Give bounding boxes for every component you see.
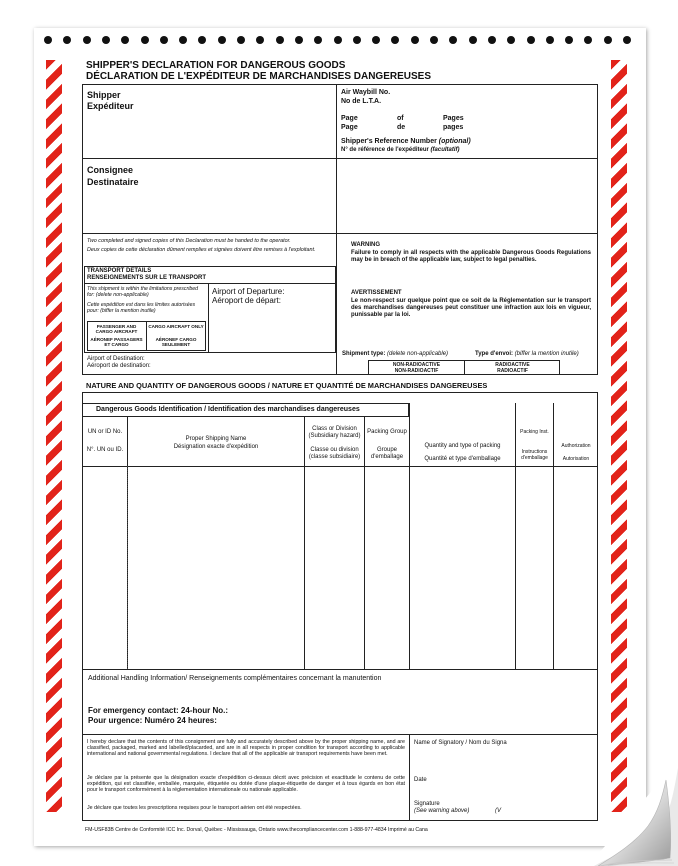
copies-note: Two completed and signed copies of this Declaration must be handed to the operator. — [87, 238, 291, 244]
transport-title-fr: RENSEIGNEMENTS SUR LE TRANSPORT — [87, 275, 207, 281]
shipment-type-label — [342, 351, 448, 358]
copies-note-fr: Deux copies de cette déclaration dûment remplies et signées doivent être remises à l'exploitant. — [87, 247, 316, 253]
pinfeed-hole — [604, 36, 612, 44]
ref-label-fr — [341, 147, 460, 154]
pinfeed-hole — [353, 36, 361, 44]
non-radioactive-option[interactable]: NON-RADIOACTIVE — [392, 362, 441, 368]
de-label: de — [397, 124, 406, 131]
col-qty-header: Quantity and type of packing — [424, 443, 501, 449]
shipment-type-note: (delete non-applicable) — [387, 351, 449, 357]
shipper-field[interactable] — [84, 114, 334, 156]
col-auth-header-fr: Autorisation — [562, 456, 590, 462]
destination-label: Airport of Destination: — [87, 356, 145, 362]
pinfeed-hole — [256, 36, 264, 44]
nature-quantity-title: NATURE AND QUANTITY OF DANGEROUS GOODS / NATURE ET QUANTITÉ DE MARCHANDISES DANGEREUSES — [86, 381, 488, 390]
of-label: of — [397, 115, 404, 122]
warning-title: WARNING — [351, 242, 380, 248]
pinfeed-hole — [276, 36, 284, 44]
warning-text-fr: Le non-respect sur quelque point que ce soit de la Réglementation sur le transport des marchandises dangereuses peut constituer une infraction aux lois en vigueur, punissable par la loi. — [351, 298, 591, 318]
title-fr: DÉCLARATION DE L'EXPÉDITEUR DE MARCHANDISES DANGEREUSES — [86, 71, 431, 82]
warning-text: Failure to comply in all respects with the applicable Dangerous Goods Regulations may be in breach of the applicable law, subject to legal penalties. — [351, 250, 591, 263]
ref-label-fr-text: N° de référence de l'expéditeur — [341, 147, 429, 153]
emergency-contact-label-fr: Pour urgence: Numéro 24 heures: — [88, 716, 217, 725]
dg-id-title: Dangerous Goods Identification / Identification des marchandises dangereuses — [96, 406, 360, 413]
pinfeed-hole — [295, 36, 303, 44]
pinfeed-hole — [314, 36, 322, 44]
col-psn-header: Proper Shipping Name — [185, 436, 247, 442]
form-footer: FM-USF83B Centre de Conformité ICC Inc. Dorval, Québec - Mississauga, Ontario www.thecompliancecenter.com 1-888-977-4834 Imprimé au Cana — [85, 827, 428, 833]
pinfeed-hole — [102, 36, 110, 44]
cargo-only-option-fr: AÉRONEF CARGO SEULEMENT — [155, 337, 197, 347]
page-label-fr: Page — [341, 124, 358, 131]
additional-handling-label: Additional Handling Information/ Renseignements complémentaires concernant la manutention — [88, 675, 382, 682]
signature-note: (See warning above) — [414, 808, 470, 814]
shipment-type-text-fr: Type d'envoi: — [475, 351, 513, 357]
awb-label-fr: No de L.T.A. — [341, 98, 382, 105]
destination-label-fr: Aéroport de destination: — [87, 363, 151, 369]
col-pi-header: Packing Inst. — [520, 429, 549, 435]
pinfeed-hole — [141, 36, 149, 44]
pinfeed-hole — [469, 36, 477, 44]
date-label: Date — [414, 777, 427, 783]
shipper-label-fr: Expéditeur — [87, 101, 134, 111]
pinfeed-hole — [83, 36, 91, 44]
limit-note: This shipment is within the limitations prescribed for: (delete non-applicable) — [87, 286, 198, 298]
radioactive-option[interactable]: RADIOACTIVE — [495, 362, 530, 368]
col-pg-header-fr: Groupe d'emballage — [370, 447, 404, 460]
ref-label — [341, 138, 471, 146]
pinfeed-hole — [623, 36, 631, 44]
shipment-type-note-fr: (biffer la mention inutile) — [514, 351, 579, 357]
pinfeed-hole — [411, 36, 419, 44]
hazard-border-right — [611, 60, 627, 812]
col-qty-header-fr: Quantité et type d'emballage — [424, 456, 501, 462]
signatory-field[interactable] — [412, 748, 582, 774]
transport-title: TRANSPORT DETAILS — [87, 268, 152, 274]
pinfeed-hole — [565, 36, 573, 44]
shipment-type-label-fr — [475, 351, 579, 358]
col-un-header-fr: N°. UN ou ID. — [86, 447, 124, 453]
departure-label: Airport of Departure: — [212, 287, 285, 296]
col-class-header-fr: Classe ou division (classe subsidiaire) — [308, 447, 361, 460]
radioactive-option-fr: RADIOACTIF — [497, 368, 528, 374]
consignee-field[interactable] — [84, 190, 334, 232]
non-radioactive-option-fr: NON-RADIOACTIF — [394, 368, 439, 374]
page-curl — [588, 760, 678, 866]
col-pi-header-fr: Instructions d'emballage — [521, 449, 548, 461]
col-un-header: UN or ID No. — [87, 429, 123, 435]
declaration-text: I hereby declare that the contents of this consignment are fully and accurately described above by the proper shipping name, and are classified, packaged, marked and labelled/placarded, and are in all respects in proper condition for transport according to applicable international and national governmental regulations. I declare that all of the applicable air transport requirements have been met. — [87, 739, 405, 758]
ref-optional: (optional) — [438, 138, 471, 145]
col-pg-header: Packing Group — [367, 429, 407, 435]
goods-entry-area[interactable] — [84, 468, 596, 668]
pages-label: Pages — [443, 115, 464, 122]
consignee-label: Consignee — [87, 165, 134, 175]
pinfeed-hole — [488, 36, 496, 44]
declaration-text-fr-2: Je déclare que toutes les prescriptions requises pour le transport aérien ont été respectées. — [87, 805, 302, 811]
passenger-cargo-option[interactable]: PASSENGER AND CARGO AIRCRAFT — [95, 324, 138, 334]
cargo-only-option[interactable]: CARGO AIRCRAFT ONLY — [148, 324, 204, 329]
pinfeed-hole — [334, 36, 342, 44]
title-en: SHIPPER'S DECLARATION FOR DANGEROUS GOODS — [86, 60, 346, 71]
pinfeed-hole — [160, 36, 168, 44]
page-label: Page — [341, 115, 358, 122]
consignee-label-fr: Destinataire — [87, 177, 139, 187]
pinfeed-hole — [237, 36, 245, 44]
signature-label: Signature — [414, 801, 440, 807]
signatory-label: Name of Signatory / Nom du Signa — [414, 740, 507, 746]
pinfeed-hole — [44, 36, 52, 44]
ref-label-text: Shipper's Reference Number — [341, 138, 437, 145]
pinfeed-hole — [546, 36, 554, 44]
pinfeed-hole — [507, 36, 515, 44]
limit-note-fr: Cette expédition est dans les limites autorisées pour: (biffer la mention inutile) — [87, 302, 196, 314]
pinfeed-hole — [527, 36, 535, 44]
pinfeed-hole — [430, 36, 438, 44]
pinfeed-hole — [372, 36, 380, 44]
signature-note-2: (V — [495, 808, 501, 814]
ref-facultatif: (facultatif) — [430, 147, 460, 153]
pinfeed-hole — [198, 36, 206, 44]
emergency-contact-label: For emergency contact: 24-hour No.: — [88, 706, 229, 715]
pages-label-fr: pages — [443, 124, 464, 131]
pinfeed-hole — [179, 36, 187, 44]
col-psn-header-fr: Désignation exacte d'expédition — [173, 444, 259, 450]
pinfeed-hole — [63, 36, 71, 44]
pinfeed-holes — [44, 36, 644, 46]
pinfeed-hole — [218, 36, 226, 44]
pinfeed-hole — [391, 36, 399, 44]
awb-label: Air Waybill No. — [341, 89, 391, 96]
pinfeed-hole — [121, 36, 129, 44]
shipper-label: Shipper — [87, 90, 121, 100]
shipment-type-text: Shipment type: — [342, 351, 386, 357]
col-class-header: Class or Division (Subsidiary hazard) — [308, 426, 361, 439]
departure-label-fr: Aéroport de départ: — [212, 296, 281, 305]
declaration-text-fr: Je déclare par la présente que la désignation exacte d'expédition ci-dessus décrit avec précision et exactitude le contenu de cette expédition, qui est classifiée, emballée, marquée, étiquetée ou dotée d'une plaque-étiquette de danger et à tous égards en bon état pour le transport conformément à la réglementation internationale ou nationale applicable. — [87, 775, 405, 794]
pinfeed-hole — [449, 36, 457, 44]
pinfeed-hole — [584, 36, 592, 44]
hazard-border-left — [46, 60, 62, 812]
col-auth-header: Authorization — [561, 443, 591, 449]
passenger-cargo-option-fr: AÉRONEF PASSAGERS ET CARGO — [90, 337, 143, 347]
warning-title-fr: AVERTISSEMENT — [351, 290, 402, 296]
